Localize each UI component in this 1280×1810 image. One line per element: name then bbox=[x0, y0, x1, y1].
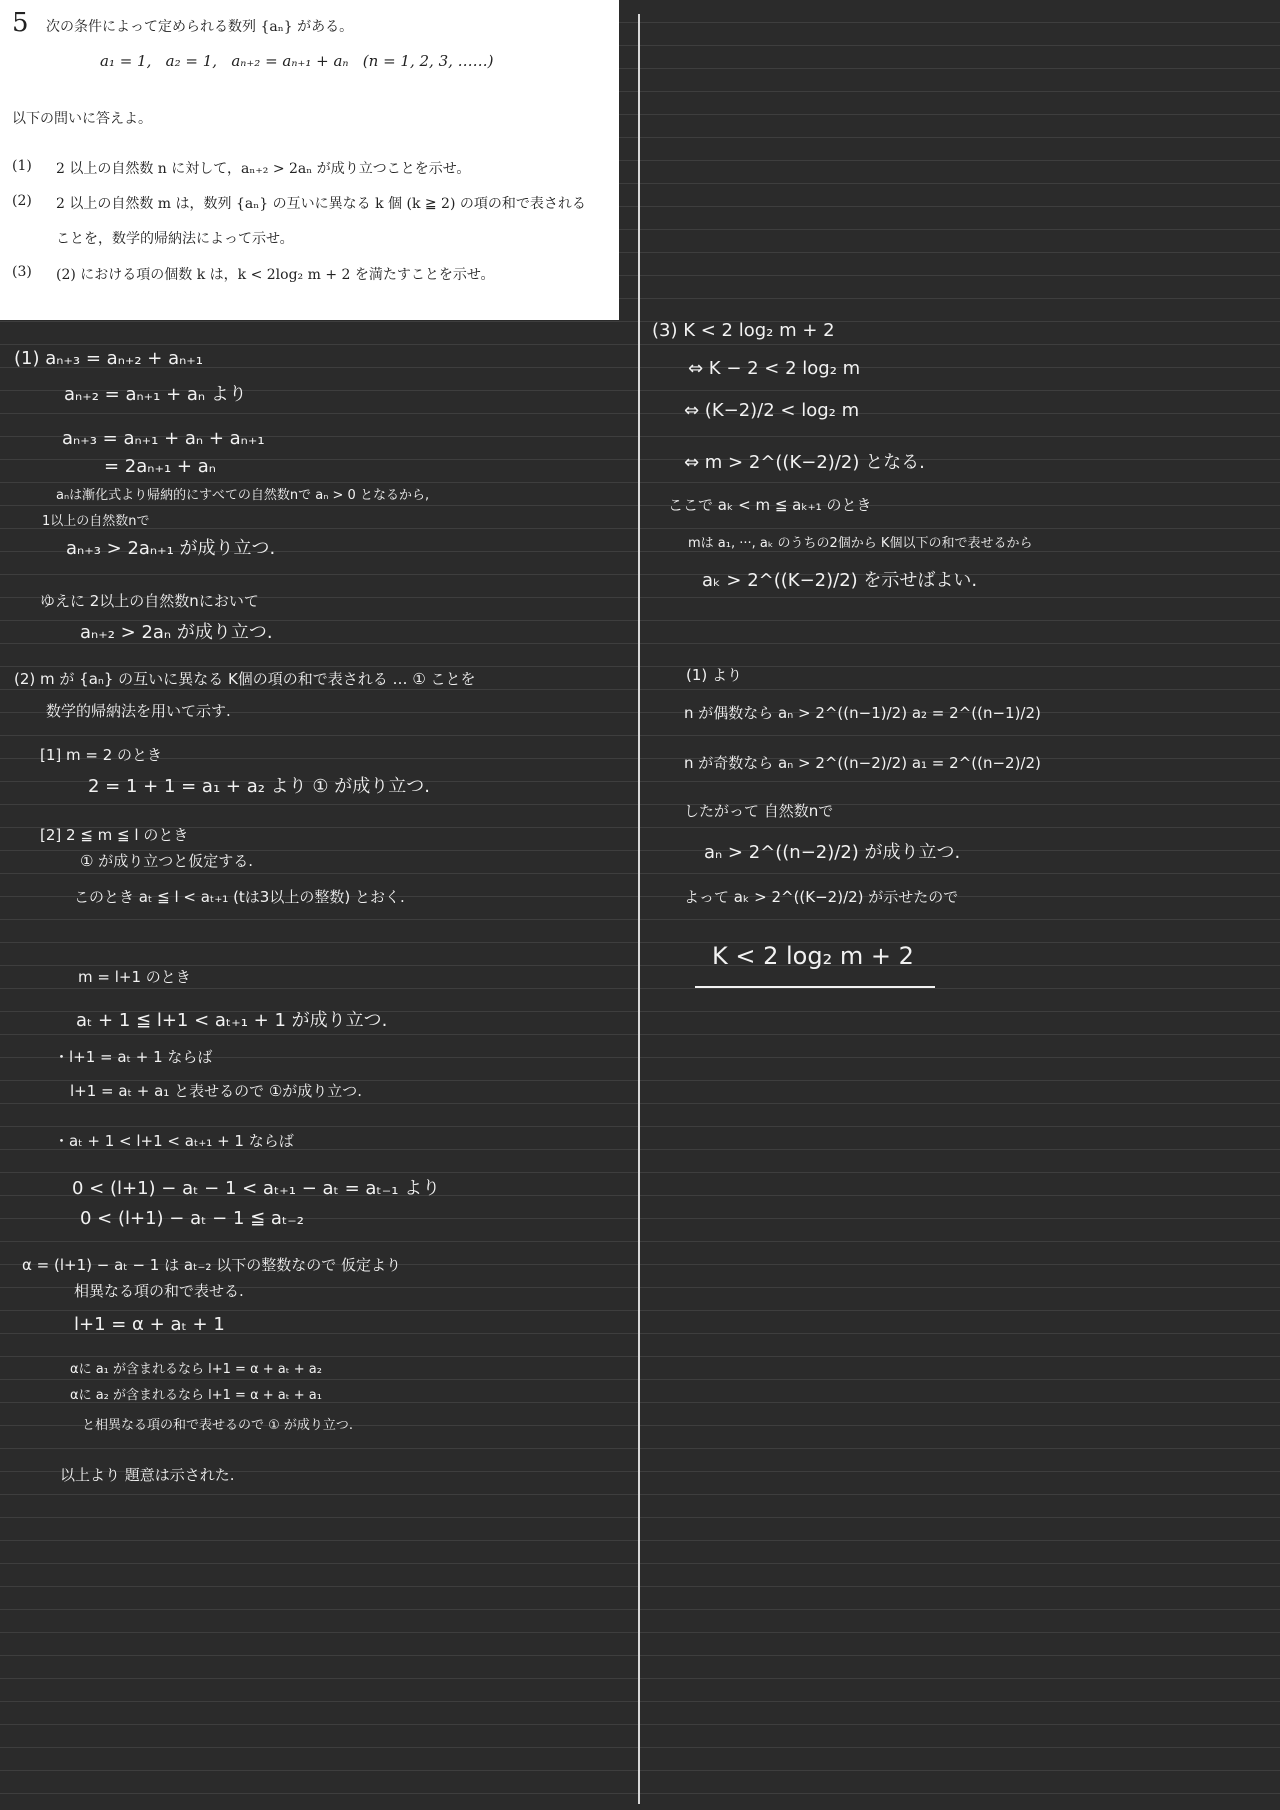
handwritten-line: ① が成り立つと仮定する. bbox=[80, 852, 253, 870]
handwritten-line: 以上より 題意は示された. bbox=[60, 1466, 235, 1484]
handwritten-line: aₙは漸化式より帰納的にすべての自然数nで aₙ > 0 となるから, bbox=[56, 488, 430, 503]
handwritten-line: l+1 = α + aₜ + 1 bbox=[74, 1314, 225, 1335]
handwritten-line: m = l+1 のとき bbox=[78, 968, 191, 986]
question-text: 2 以上の自然数 n に対して，aₙ₊₂ > 2aₙ が成り立つことを示せ。 bbox=[56, 161, 471, 177]
handwritten-line: l+1 = aₜ + a₁ と表せるので ①が成り立つ. bbox=[70, 1082, 363, 1100]
handwritten-line: (3) K < 2 log₂ m + 2 bbox=[652, 320, 835, 341]
handwritten-line: よって aₖ > 2^((K−2)/2) が示せたので bbox=[684, 888, 959, 906]
handwritten-line: (1) aₙ₊₃ = aₙ₊₂ + aₙ₊₁ bbox=[14, 348, 204, 369]
question-label: (2) bbox=[12, 193, 32, 209]
handwritten-line: (1) より bbox=[686, 666, 743, 684]
handwritten-line: αに a₁ が含まれるなら l+1 = α + aₜ + a₂ bbox=[70, 1362, 322, 1377]
question-label: (1) bbox=[12, 158, 32, 174]
final-answer: K < 2 log₂ m + 2 bbox=[712, 942, 914, 970]
handwritten-line: (2) m が {aₙ} の互いに異なる K個の項の和で表される … ① ことを bbox=[14, 670, 476, 688]
problem-instruction: 以下の問いに答えよ。 bbox=[12, 111, 152, 127]
handwritten-line: aₙ₊₃ > 2aₙ₊₁ が成り立つ. bbox=[66, 538, 276, 559]
handwritten-line: aₜ + 1 ≦ l+1 < aₜ₊₁ + 1 が成り立つ. bbox=[76, 1010, 388, 1031]
handwritten-line: 数学的帰納法を用いて示す. bbox=[46, 702, 231, 720]
handwritten-line: と相異なる項の和で表せるので ① が成り立つ. bbox=[82, 1418, 354, 1433]
handwritten-line: したがって 自然数nで bbox=[684, 802, 834, 820]
handwritten-line: [2] 2 ≦ m ≦ l のとき bbox=[40, 826, 189, 844]
handwritten-line: 相異なる項の和で表せる. bbox=[74, 1282, 244, 1300]
handwritten-line: 0 < (l+1) − aₜ − 1 ≦ aₜ₋₂ bbox=[80, 1208, 304, 1229]
question-text: 2 以上の自然数 m は，数列 {aₙ} の互いに異なる k 個 (k ≧ 2) の項の和で表される bbox=[56, 196, 586, 212]
handwritten-line: ⇔ K − 2 < 2 log₂ m bbox=[688, 358, 861, 379]
handwritten-line: aₙ > 2^((n−2)/2) が成り立つ. bbox=[704, 842, 961, 863]
handwritten-line: ⇔ (K−2)/2 < log₂ m bbox=[684, 400, 860, 421]
question-text-continued: ことを，数学的帰納法によって示せ。 bbox=[56, 231, 294, 247]
handwritten-line: mは a₁, ···, aₖ のうちの2個から K個以下の和で表せるから bbox=[688, 536, 1033, 551]
handwritten-line: 2 = 1 + 1 = a₁ + a₂ より ① が成り立つ. bbox=[88, 776, 430, 797]
handwritten-line: ・l+1 = aₜ + 1 ならば bbox=[54, 1048, 213, 1066]
recurrence-equation: a₁ = 1, a₂ = 1, aₙ₊₂ = aₙ₊₁ + aₙ (n = 1, 2, 3, ……) bbox=[100, 52, 494, 70]
handwritten-line: n が偶数なら aₙ > 2^((n−1)/2) a₂ = 2^((n−1)/2) bbox=[684, 704, 1041, 722]
handwritten-line: 0 < (l+1) − aₜ − 1 < aₜ₊₁ − aₜ = aₜ₋₁ より bbox=[72, 1178, 441, 1199]
handwritten-line: ⇔ m > 2^((K−2)/2) となる. bbox=[684, 452, 925, 473]
problem-statement bbox=[0, 0, 619, 320]
problem-intro: 次の条件によって定められる数列 {aₙ} がある。 bbox=[46, 19, 354, 35]
handwritten-line: [1] m = 2 のとき bbox=[40, 746, 163, 764]
handwritten-line: aₙ₊₂ > 2aₙ が成り立つ. bbox=[80, 622, 273, 643]
handwritten-line: ・aₜ + 1 < l+1 < aₜ₊₁ + 1 ならば bbox=[54, 1132, 294, 1150]
handwritten-line: aₖ > 2^((K−2)/2) を示せばよい. bbox=[702, 570, 978, 591]
handwritten-line: 1以上の自然数nで bbox=[42, 514, 150, 529]
handwritten-line: αに a₂ が含まれるなら l+1 = α + aₜ + a₁ bbox=[70, 1388, 322, 1403]
column-divider bbox=[638, 14, 640, 1804]
handwritten-line: ゆえに 2以上の自然数nにおいて bbox=[40, 592, 259, 610]
handwritten-line: このとき aₜ ≦ l < aₜ₊₁ (tは3以上の整数) とおく. bbox=[74, 888, 405, 906]
handwritten-line: α = (l+1) − aₜ − 1 は aₜ₋₂ 以下の整数なので 仮定より bbox=[22, 1256, 401, 1274]
handwritten-line: aₙ₊₂ = aₙ₊₁ + aₙ より bbox=[64, 384, 247, 405]
handwritten-line: n が奇数なら aₙ > 2^((n−2)/2) a₁ = 2^((n−2)/2) bbox=[684, 754, 1041, 772]
question-label: (3) bbox=[12, 264, 32, 280]
question-text: (2) における項の個数 k は，k < 2log₂ m + 2 を満たすことを示せ。 bbox=[56, 267, 495, 283]
handwritten-line: aₙ₊₃ = aₙ₊₁ + aₙ + aₙ₊₁ bbox=[62, 428, 265, 449]
answer-underline bbox=[695, 986, 935, 988]
problem-number: 5 bbox=[12, 8, 29, 38]
handwritten-line: = 2aₙ₊₁ + aₙ bbox=[104, 456, 216, 477]
handwritten-line: ここで aₖ < m ≦ aₖ₊₁ のとき bbox=[668, 496, 872, 514]
